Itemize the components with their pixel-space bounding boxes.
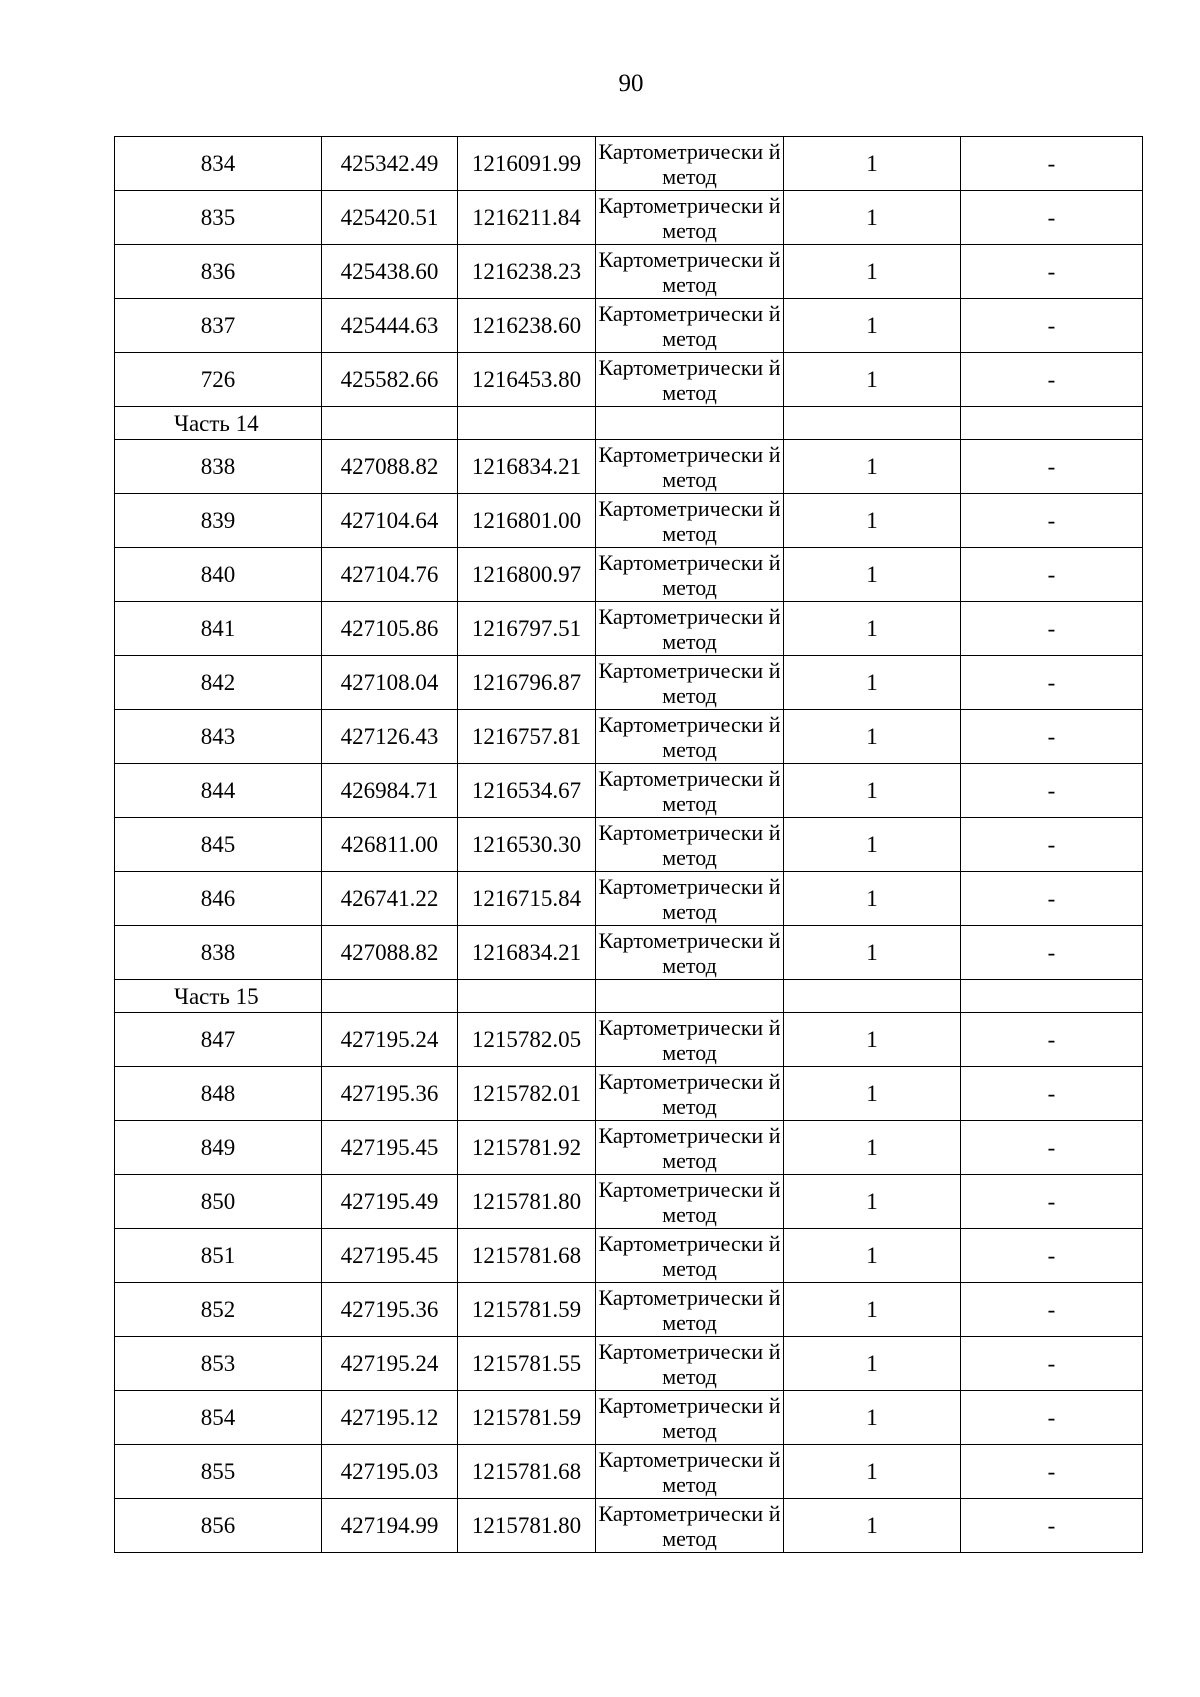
table-row xyxy=(115,1445,1143,1499)
method-cell: Картометрически й метод xyxy=(596,872,784,926)
y-coordinate-cell: 1215781.59 xyxy=(458,1283,596,1337)
x-coordinate-cell: 427195.45 xyxy=(322,1229,458,1283)
note-cell: - xyxy=(961,1121,1143,1175)
method-cell: Картометрически й метод xyxy=(596,1229,784,1283)
table-row xyxy=(115,353,1143,407)
table-row xyxy=(115,926,1143,980)
accuracy-cell: 1 xyxy=(784,818,961,872)
point-number-cell: 842 xyxy=(115,656,322,710)
x-coordinate-cell: 427195.49 xyxy=(322,1175,458,1229)
x-coordinate-cell: 427195.12 xyxy=(322,1391,458,1445)
y-coordinate-cell: 1216715.84 xyxy=(458,872,596,926)
note-cell: - xyxy=(961,872,1143,926)
y-coordinate-cell: 1215782.01 xyxy=(458,1067,596,1121)
y-coordinate-cell: 1215781.92 xyxy=(458,1121,596,1175)
empty-cell xyxy=(596,407,784,440)
note-cell: - xyxy=(961,1445,1143,1499)
y-coordinate-cell: 1215782.05 xyxy=(458,1013,596,1067)
x-coordinate-cell: 427105.86 xyxy=(322,602,458,656)
accuracy-cell: 1 xyxy=(784,602,961,656)
point-number-cell: 852 xyxy=(115,1283,322,1337)
coordinates-table-body xyxy=(115,137,1143,1553)
point-number-cell: 834 xyxy=(115,137,322,191)
point-number-cell: 841 xyxy=(115,602,322,656)
y-coordinate-cell: 1216238.23 xyxy=(458,245,596,299)
point-number-cell: 835 xyxy=(115,191,322,245)
table-row xyxy=(115,1283,1143,1337)
method-cell: Картометрически й метод xyxy=(596,137,784,191)
accuracy-cell: 1 xyxy=(784,1337,961,1391)
note-cell: - xyxy=(961,1175,1143,1229)
table-row xyxy=(115,137,1143,191)
x-coordinate-cell: 427088.82 xyxy=(322,440,458,494)
y-coordinate-cell: 1215781.68 xyxy=(458,1229,596,1283)
table-row xyxy=(115,1175,1143,1229)
note-cell: - xyxy=(961,1337,1143,1391)
y-coordinate-cell: 1216801.00 xyxy=(458,494,596,548)
table-row xyxy=(115,440,1143,494)
y-coordinate-cell: 1216796.87 xyxy=(458,656,596,710)
point-number-cell: 856 xyxy=(115,1499,322,1553)
accuracy-cell: 1 xyxy=(784,710,961,764)
y-coordinate-cell: 1216530.30 xyxy=(458,818,596,872)
coordinates-table xyxy=(114,136,1143,1553)
y-coordinate-cell: 1215781.80 xyxy=(458,1499,596,1553)
y-coordinate-cell: 1216453.80 xyxy=(458,353,596,407)
accuracy-cell: 1 xyxy=(784,191,961,245)
method-cell: Картометрически й метод xyxy=(596,602,784,656)
note-cell: - xyxy=(961,353,1143,407)
x-coordinate-cell: 427088.82 xyxy=(322,926,458,980)
point-number-cell: 837 xyxy=(115,299,322,353)
section-label: Часть 15 xyxy=(115,980,322,1013)
section-row xyxy=(115,407,1143,440)
accuracy-cell: 1 xyxy=(784,440,961,494)
y-coordinate-cell: 1216834.21 xyxy=(458,926,596,980)
note-cell: - xyxy=(961,1229,1143,1283)
note-cell: - xyxy=(961,1391,1143,1445)
empty-cell xyxy=(961,980,1143,1013)
note-cell: - xyxy=(961,764,1143,818)
y-coordinate-cell: 1216757.81 xyxy=(458,710,596,764)
method-cell: Картометрически й метод xyxy=(596,548,784,602)
method-cell: Картометрически й метод xyxy=(596,494,784,548)
table-row xyxy=(115,1337,1143,1391)
table-row xyxy=(115,548,1143,602)
note-cell: - xyxy=(961,926,1143,980)
point-number-cell: 851 xyxy=(115,1229,322,1283)
point-number-cell: 836 xyxy=(115,245,322,299)
y-coordinate-cell: 1216800.97 xyxy=(458,548,596,602)
note-cell: - xyxy=(961,818,1143,872)
y-coordinate-cell: 1216238.60 xyxy=(458,299,596,353)
table-row xyxy=(115,1013,1143,1067)
point-number-cell: 843 xyxy=(115,710,322,764)
x-coordinate-cell: 427126.43 xyxy=(322,710,458,764)
note-cell: - xyxy=(961,299,1143,353)
accuracy-cell: 1 xyxy=(784,353,961,407)
point-number-cell: 850 xyxy=(115,1175,322,1229)
point-number-cell: 848 xyxy=(115,1067,322,1121)
method-cell: Картометрически й метод xyxy=(596,1391,784,1445)
accuracy-cell: 1 xyxy=(784,1229,961,1283)
table-row xyxy=(115,1067,1143,1121)
accuracy-cell: 1 xyxy=(784,245,961,299)
x-coordinate-cell: 427195.36 xyxy=(322,1067,458,1121)
point-number-cell: 844 xyxy=(115,764,322,818)
accuracy-cell: 1 xyxy=(784,1445,961,1499)
method-cell: Картометрически й метод xyxy=(596,1175,784,1229)
x-coordinate-cell: 427195.45 xyxy=(322,1121,458,1175)
accuracy-cell: 1 xyxy=(784,299,961,353)
empty-cell xyxy=(596,980,784,1013)
x-coordinate-cell: 427195.24 xyxy=(322,1337,458,1391)
table-row xyxy=(115,191,1143,245)
accuracy-cell: 1 xyxy=(784,137,961,191)
point-number-cell: 838 xyxy=(115,926,322,980)
point-number-cell: 838 xyxy=(115,440,322,494)
method-cell: Картометрически й метод xyxy=(596,1499,784,1553)
x-coordinate-cell: 426741.22 xyxy=(322,872,458,926)
y-coordinate-cell: 1215781.59 xyxy=(458,1391,596,1445)
point-number-cell: 846 xyxy=(115,872,322,926)
x-coordinate-cell: 427104.64 xyxy=(322,494,458,548)
accuracy-cell: 1 xyxy=(784,1013,961,1067)
table-row xyxy=(115,602,1143,656)
table-row xyxy=(115,656,1143,710)
method-cell: Картометрически й метод xyxy=(596,440,784,494)
note-cell: - xyxy=(961,710,1143,764)
x-coordinate-cell: 425420.51 xyxy=(322,191,458,245)
method-cell: Картометрически й метод xyxy=(596,1067,784,1121)
method-cell: Картометрически й метод xyxy=(596,710,784,764)
table-row xyxy=(115,1229,1143,1283)
note-cell: - xyxy=(961,548,1143,602)
accuracy-cell: 1 xyxy=(784,1283,961,1337)
empty-cell xyxy=(458,407,596,440)
point-number-cell: 839 xyxy=(115,494,322,548)
note-cell: - xyxy=(961,656,1143,710)
section-label: Часть 14 xyxy=(115,407,322,440)
point-number-cell: 849 xyxy=(115,1121,322,1175)
method-cell: Картометрически й метод xyxy=(596,1337,784,1391)
accuracy-cell: 1 xyxy=(784,656,961,710)
y-coordinate-cell: 1216797.51 xyxy=(458,602,596,656)
point-number-cell: 854 xyxy=(115,1391,322,1445)
method-cell: Картометрически й метод xyxy=(596,353,784,407)
accuracy-cell: 1 xyxy=(784,1121,961,1175)
section-row xyxy=(115,980,1143,1013)
note-cell: - xyxy=(961,1499,1143,1553)
point-number-cell: 855 xyxy=(115,1445,322,1499)
table-row xyxy=(115,818,1143,872)
method-cell: Картометрически й метод xyxy=(596,1445,784,1499)
method-cell: Картометрически й метод xyxy=(596,299,784,353)
accuracy-cell: 1 xyxy=(784,872,961,926)
table-row xyxy=(115,764,1143,818)
accuracy-cell: 1 xyxy=(784,1391,961,1445)
method-cell: Картометрически й метод xyxy=(596,191,784,245)
method-cell: Картометрически й метод xyxy=(596,656,784,710)
x-coordinate-cell: 425444.63 xyxy=(322,299,458,353)
point-number-cell: 847 xyxy=(115,1013,322,1067)
table-row xyxy=(115,245,1143,299)
accuracy-cell: 1 xyxy=(784,548,961,602)
page-number: 90 xyxy=(618,70,644,97)
accuracy-cell: 1 xyxy=(784,1067,961,1121)
x-coordinate-cell: 427108.04 xyxy=(322,656,458,710)
x-coordinate-cell: 426984.71 xyxy=(322,764,458,818)
y-coordinate-cell: 1216534.67 xyxy=(458,764,596,818)
method-cell: Картометрически й метод xyxy=(596,764,784,818)
x-coordinate-cell: 425438.60 xyxy=(322,245,458,299)
y-coordinate-cell: 1216091.99 xyxy=(458,137,596,191)
note-cell: - xyxy=(961,602,1143,656)
empty-cell xyxy=(458,980,596,1013)
empty-cell xyxy=(322,407,458,440)
x-coordinate-cell: 427195.24 xyxy=(322,1013,458,1067)
table-row xyxy=(115,1499,1143,1553)
table-row xyxy=(115,299,1143,353)
point-number-cell: 845 xyxy=(115,818,322,872)
method-cell: Картометрически й метод xyxy=(596,1283,784,1337)
accuracy-cell: 1 xyxy=(784,1499,961,1553)
table-row xyxy=(115,1121,1143,1175)
accuracy-cell: 1 xyxy=(784,1175,961,1229)
empty-cell xyxy=(784,407,961,440)
y-coordinate-cell: 1215781.55 xyxy=(458,1337,596,1391)
note-cell: - xyxy=(961,137,1143,191)
note-cell: - xyxy=(961,245,1143,299)
x-coordinate-cell: 427194.99 xyxy=(322,1499,458,1553)
x-coordinate-cell: 427195.03 xyxy=(322,1445,458,1499)
x-coordinate-cell: 426811.00 xyxy=(322,818,458,872)
method-cell: Картометрически й метод xyxy=(596,818,784,872)
method-cell: Картометрически й метод xyxy=(596,245,784,299)
point-number-cell: 726 xyxy=(115,353,322,407)
x-coordinate-cell: 425342.49 xyxy=(322,137,458,191)
note-cell: - xyxy=(961,1013,1143,1067)
method-cell: Картометрически й метод xyxy=(596,1013,784,1067)
method-cell: Картометрически й метод xyxy=(596,926,784,980)
empty-cell xyxy=(961,407,1143,440)
point-number-cell: 853 xyxy=(115,1337,322,1391)
point-number-cell: 840 xyxy=(115,548,322,602)
accuracy-cell: 1 xyxy=(784,494,961,548)
y-coordinate-cell: 1216211.84 xyxy=(458,191,596,245)
y-coordinate-cell: 1215781.80 xyxy=(458,1175,596,1229)
note-cell: - xyxy=(961,1283,1143,1337)
method-cell: Картометрически й метод xyxy=(596,1121,784,1175)
note-cell: - xyxy=(961,1067,1143,1121)
y-coordinate-cell: 1215781.68 xyxy=(458,1445,596,1499)
note-cell: - xyxy=(961,191,1143,245)
empty-cell xyxy=(322,980,458,1013)
note-cell: - xyxy=(961,494,1143,548)
table-row xyxy=(115,1391,1143,1445)
x-coordinate-cell: 425582.66 xyxy=(322,353,458,407)
accuracy-cell: 1 xyxy=(784,764,961,818)
note-cell: - xyxy=(961,440,1143,494)
table-row xyxy=(115,872,1143,926)
x-coordinate-cell: 427104.76 xyxy=(322,548,458,602)
table-row xyxy=(115,494,1143,548)
table-row xyxy=(115,710,1143,764)
x-coordinate-cell: 427195.36 xyxy=(322,1283,458,1337)
empty-cell xyxy=(784,980,961,1013)
accuracy-cell: 1 xyxy=(784,926,961,980)
y-coordinate-cell: 1216834.21 xyxy=(458,440,596,494)
